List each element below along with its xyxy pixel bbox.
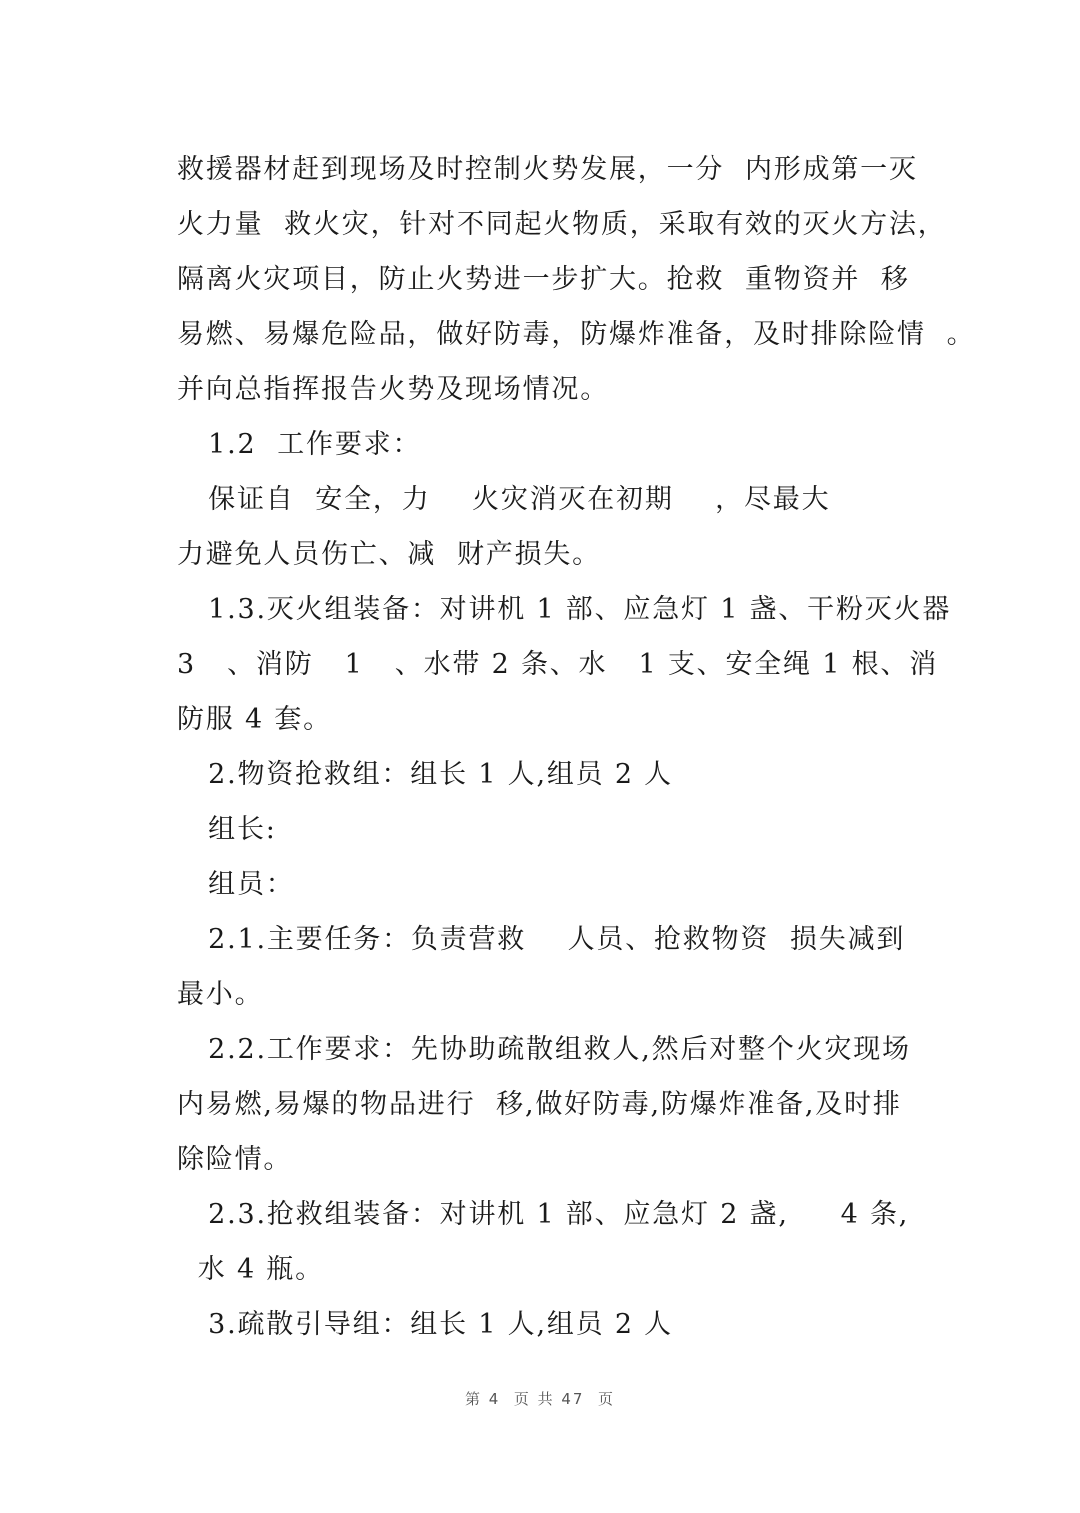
text-line: 火力量 救火灾，针对不同起火物质，采取有效的灭火方法， xyxy=(177,209,947,240)
section-heading: 2.物资抢救组：组长 1 人,组员 2 人 xyxy=(177,759,673,790)
text-line: 组长: xyxy=(177,814,277,845)
text-line: 1.3.灭火组装备：对讲机 1 部、应急灯 1 盏、干粉灭火器 xyxy=(177,594,952,625)
text-line: 除险情。 xyxy=(177,1144,293,1175)
text-line: 内易燃,易爆的物品进行 移,做好防毒,防爆炸准备,及时排 xyxy=(177,1089,902,1120)
text-line: 隔离火灾项目，防止火势进一步扩大。抢救 重物资并 移 xyxy=(177,264,910,295)
section-heading: 1.2 工作要求： xyxy=(177,429,422,460)
text-line: 3 、消防 1 、水带 2 条、水 1 支、安全绳 1 根、消 xyxy=(177,649,938,680)
text-line: 力避免人员伤亡、减 财产损失。 xyxy=(177,539,601,570)
text-line: 防服 4 套。 xyxy=(177,704,332,735)
section-heading: 3.疏散引导组：组长 1 人,组员 2 人 xyxy=(177,1309,673,1340)
text-line: 保证自 安全，力 火灾消灭在初期 ，尽最大 xyxy=(177,484,831,515)
page-number-footer: 第 4 页 共 47 页 xyxy=(464,1390,615,1408)
text-line: 最小。 xyxy=(177,979,264,1010)
text-line: 救援器材赶到现场及时控制火势发展，一分 内形成第一灭 xyxy=(177,154,918,185)
text-line: 并向总指挥报告火势及现场情况。 xyxy=(177,374,609,405)
text-line: 水 4 瓶。 xyxy=(177,1254,324,1285)
text-line: 2.2.工作要求：先协助疏散组救人,然后对整个火灾现场 xyxy=(177,1034,911,1065)
text-line: 组员： xyxy=(177,869,295,900)
text-line: 易燃、易爆危险品，做好防毒，防爆炸准备，及时排除险情 。 xyxy=(177,319,976,350)
text-line: 2.1.主要任务：负责营救 人员、抢救物资 损失减到 xyxy=(177,924,906,955)
text-line: 2.3.抢救组装备：对讲机 1 部、应急灯 2 盏, 4 条, xyxy=(177,1199,910,1230)
